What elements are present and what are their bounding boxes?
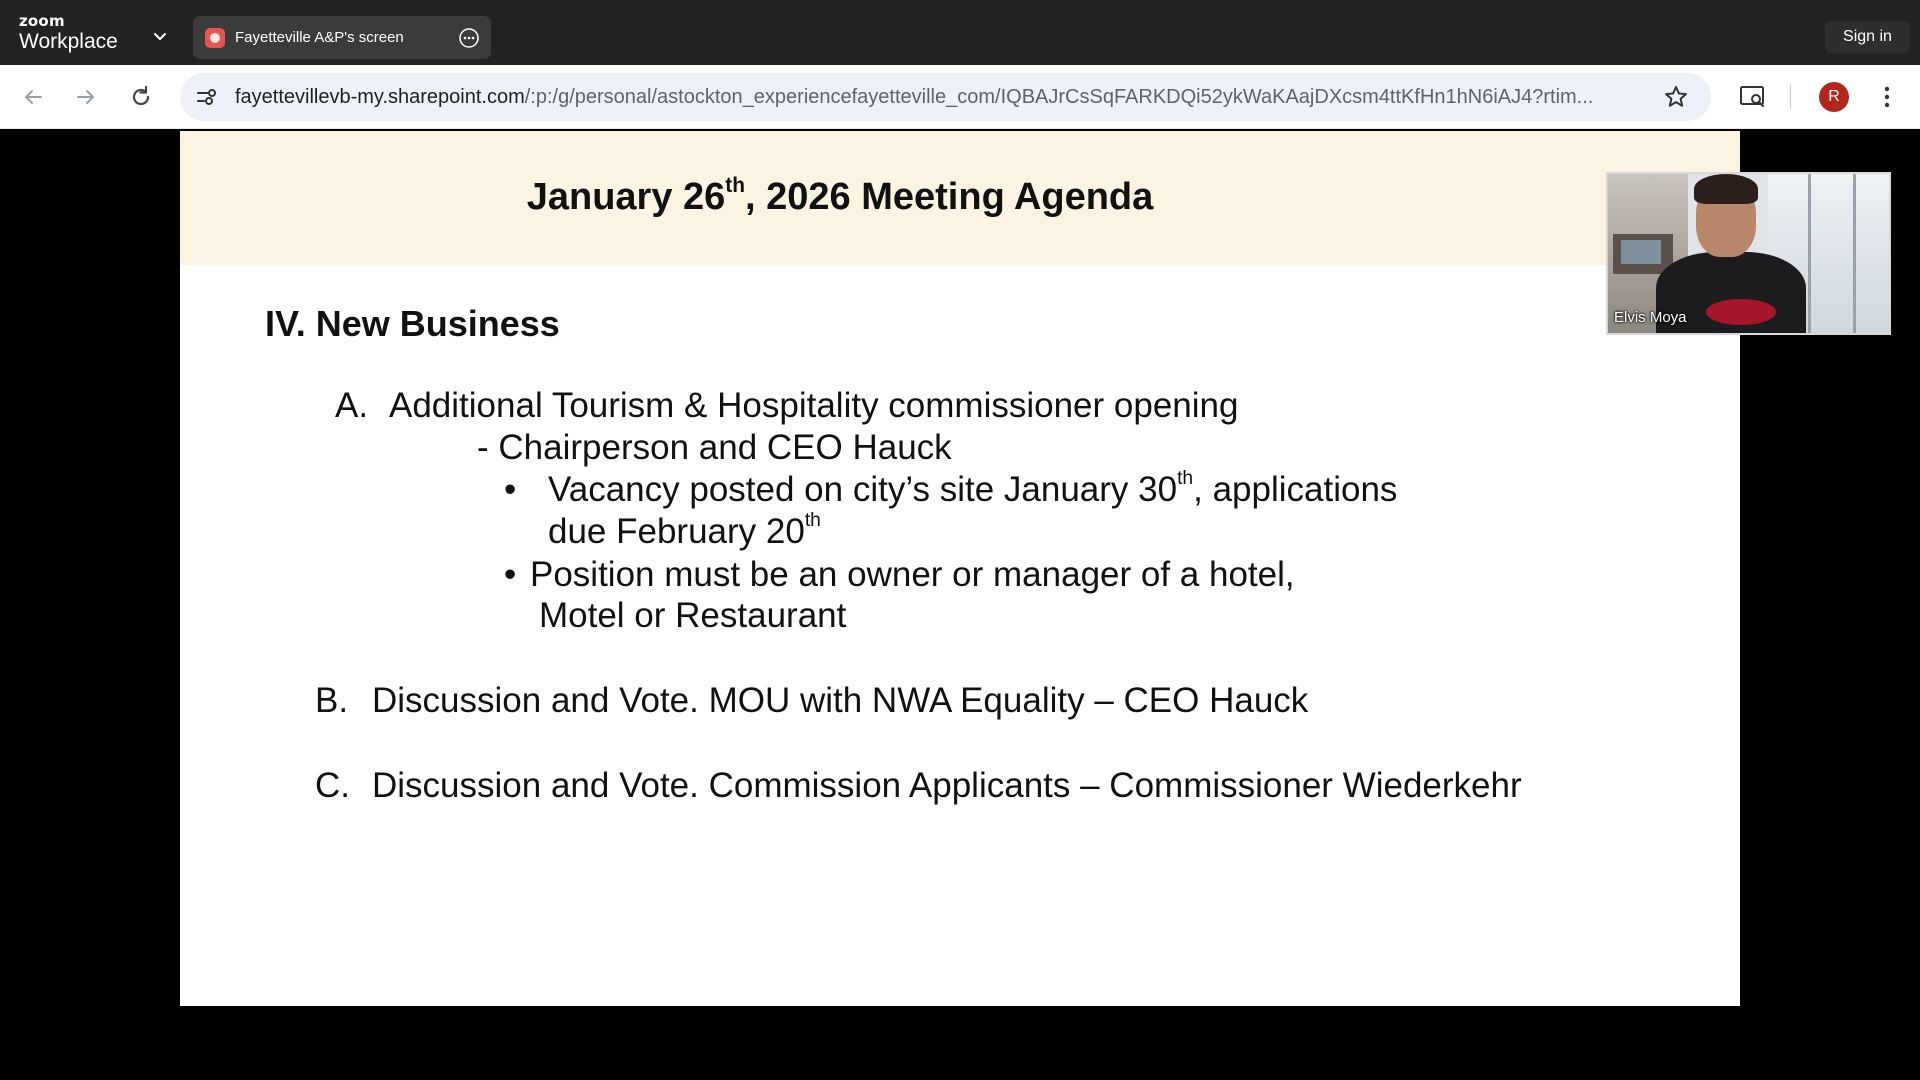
agenda-item-a-letter: A.	[335, 386, 369, 425]
kebab-menu-icon[interactable]	[1874, 82, 1900, 112]
chevron-down-icon[interactable]	[149, 26, 171, 48]
participant-video-tile[interactable]	[1606, 172, 1891, 335]
participant-hair	[1694, 174, 1758, 204]
zoom-brand-text: zoom	[19, 12, 65, 30]
more-options-icon[interactable]	[458, 27, 480, 49]
title-ordinal: th	[725, 174, 746, 197]
bullet-2-line-1: Position must be an owner or manager of a hotel,	[530, 555, 1295, 594]
zoom-workplace-logo	[19, 14, 118, 52]
shared-slide	[180, 131, 1740, 1006]
participant-name-label: Elvis Moya	[1614, 309, 1687, 326]
toolbar-divider	[1790, 85, 1791, 109]
app-icon	[205, 28, 225, 48]
bullet-1-line-2	[548, 512, 821, 552]
url-host: fayettevillevb-my.sharepoint.com	[235, 86, 525, 108]
bullet-dot: •	[504, 470, 517, 509]
shared-screen-tab[interactable]	[193, 16, 491, 59]
star-icon[interactable]	[1663, 84, 1689, 110]
forward-arrow-icon[interactable]	[71, 82, 101, 112]
site-info-icon[interactable]	[194, 85, 218, 109]
agenda-item-c-text: Discussion and Vote. Commission Applicants – Commissioner Wiederkehr	[372, 766, 1522, 805]
bullet-dot: •	[504, 555, 517, 594]
bullet-1-line-1	[548, 470, 1397, 510]
zoom-product-text: Workplace	[19, 30, 118, 53]
participant-shirt-logo	[1706, 299, 1776, 325]
shared-screen-label: Fayetteville A&P's screen	[235, 29, 404, 46]
ordinal-suffix: th	[1177, 468, 1194, 489]
bullet-2-line-2: Motel or Restaurant	[539, 596, 847, 635]
agenda-item-b-text: Discussion and Vote. MOU with NWA Equality – CEO Hauck	[372, 681, 1309, 720]
agenda-item-b-letter: B.	[315, 681, 349, 720]
sign-in-button[interactable]: Sign in	[1825, 21, 1910, 53]
profile-avatar[interactable]: R	[1819, 82, 1849, 112]
zoom-title-bar	[0, 0, 1920, 65]
agenda-item-c-letter: C.	[315, 766, 350, 805]
reload-icon[interactable]	[126, 82, 156, 112]
back-arrow-icon[interactable]	[18, 82, 48, 112]
ordinal-suffix: th	[804, 510, 821, 531]
bullet-1-text-end: , applications	[1193, 470, 1398, 509]
cast-search-icon[interactable]	[1738, 82, 1768, 112]
agenda-item-a-text: Additional Tourism & Hospitality commissioner opening	[389, 386, 1239, 425]
slide-header-band	[180, 131, 1740, 265]
url-text[interactable]	[235, 86, 1635, 109]
slide-title	[180, 176, 1500, 219]
title-date: January 26	[526, 176, 726, 218]
title-suffix: , 2026 Meeting Agenda	[745, 176, 1154, 218]
browser-toolbar	[0, 65, 1920, 129]
video-background-shelf	[1613, 234, 1673, 274]
bullet-1-text: Vacancy posted on city’s site January 30	[548, 470, 1178, 509]
section-heading: IV. New Business	[265, 303, 560, 344]
address-bar[interactable]	[180, 73, 1711, 121]
url-path: /:p:/g/personal/astockton_experiencefayetteville_com/IQBAJrCsSqFARKDQi52ykWaKAajDXcsm4ttKfHn1hN6iAJ4?rtim...	[524, 86, 1594, 108]
agenda-item-a-presenter: - Chairperson and CEO Hauck	[477, 428, 952, 467]
bullet-1-date: due February 20	[548, 512, 805, 551]
